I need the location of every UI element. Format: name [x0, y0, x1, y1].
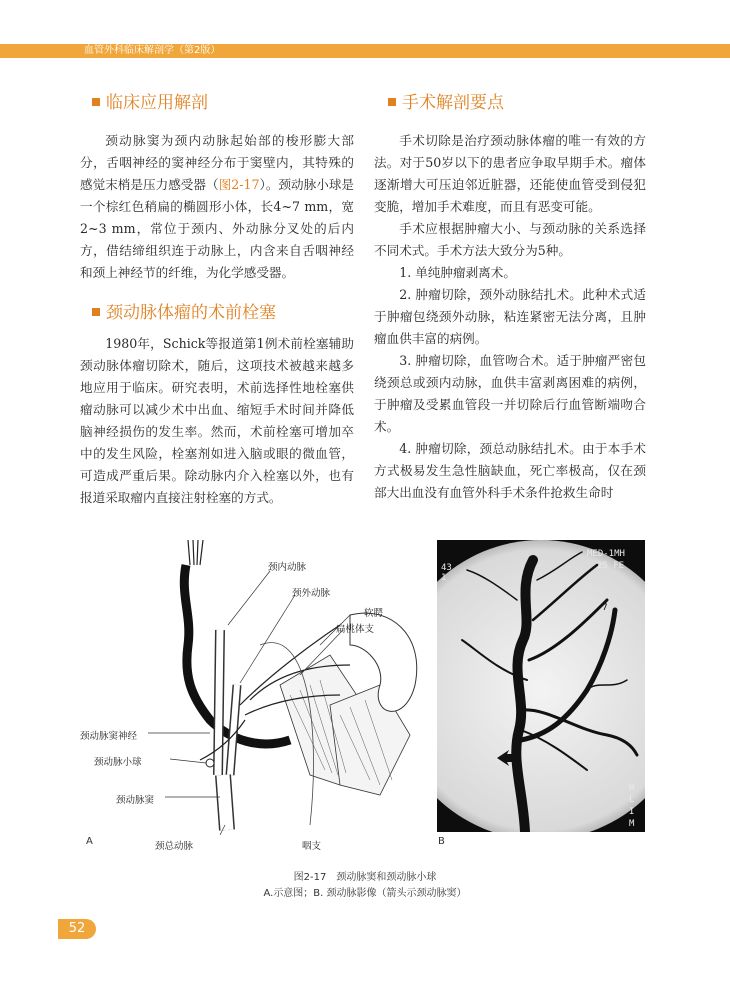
section-bullet [388, 98, 396, 106]
label-carotid-sinus: 颈动脉窦 [116, 795, 155, 806]
label-sinus-nerve: 颈动脉窦神经 [80, 731, 138, 742]
paragraph: 手术应根据肿瘤大小、与颈动脉的关系选择不同术式。手术方法大致分为5种。 [374, 221, 646, 258]
panel-label-a: A [86, 836, 93, 847]
label-carotid-body: 颈动脉小球 [94, 757, 142, 768]
section-title-clinical-anatomy: 临床应用解剖 [92, 92, 208, 114]
paragraph: 手术切除是治疗颈动脉体瘤的唯一有效的方法。对于50岁以下的患者应争取早期手术。瘤体逐渐增大可压迫邻近脏器，还能使血管受到侵犯变脆，增加手术难度，而且有恶变可能。 [374, 133, 646, 214]
label-pharyngeal-branch: 咽支 [302, 841, 322, 852]
figure-caption-sub: A.示意图；B. 颈动脉影像（箭头示颈动脉窦） [263, 888, 467, 899]
angiogram-image [437, 540, 645, 832]
section-bullet [92, 308, 100, 316]
figure-panel-b [437, 540, 645, 832]
paragraph: 2. 肿瘤切除，颈外动脉结扎术。此种术式适于肿瘤包绕颈外动脉，粘连紧密无法分离，且肿瘤血供丰富的病例。 [374, 287, 646, 346]
carotid-schematic [80, 535, 435, 835]
book-title: 血管外科临床解剖学（第2版） [84, 45, 221, 56]
xray-text-bottom-right-3: I [629, 807, 635, 817]
header-bar [0, 44, 730, 58]
section-title-surgical-anatomy: 手术解剖要点 [388, 92, 504, 114]
paragraph: 1980年，Schick等报道第1例术前栓塞辅助颈动脉体瘤切除术，随后，这项技术被越来越多地应用于临床。研究表明，术前选择性地栓塞供瘤动脉可以减少术中出血、缩短手术时间并降低脑神经损伤的发生率。然而，术前栓塞可增加卒中的发生风险，栓塞剂如进入脑或眼的微血管，可造成严重后果。除动脉内介入栓塞以外，也有报道采取瘤内直接注射栓塞的方式。 [80, 336, 354, 505]
xray-text-bottom-right-1: W [629, 783, 635, 793]
paragraph: 1. 单纯肿瘤剥离术。 [399, 265, 516, 280]
xray-text-side-left: 1 [441, 573, 447, 583]
paragraph: 3. 肿瘤切除，血管吻合术。适于肿瘤严密包绕颈总或颈内动脉，血供丰富剥离困难的病例，于肿瘤及受累血管段一并切除后行血管断端吻合术。 [374, 353, 646, 434]
figure-reference[interactable]: 图2-17 [218, 177, 260, 192]
xray-text-top-right-1: MED-1MH [587, 549, 625, 559]
xray-text-bottom-right-2: L [629, 795, 635, 805]
page-number: 52 [58, 919, 96, 939]
xray-marker: 7 [602, 603, 608, 613]
label-tonsillar-branch: 扁桃体支 [336, 624, 375, 635]
left-text-block-1 [80, 130, 354, 284]
xray-text-bottom-right-4: M [629, 819, 635, 829]
section-title-preop-embolization: 颈动脉体瘤的术前栓塞 [92, 302, 276, 324]
xray-text-top-right-2: 25 FE [597, 561, 625, 571]
figure-caption-title: 图2-17 颈动脉窦和颈动脉小球 [293, 872, 437, 883]
left-text-block-2 [80, 333, 354, 509]
paragraph: 4. 肿瘤切除，颈总动脉结扎术。由于本手术方式极易发生急性脑缺血，死亡率极高，仅在颈部大出血没有血管外科手术条件抢救生命时 [374, 441, 646, 500]
label-common-carotid: 颈总动脉 [155, 841, 194, 852]
label-external-carotid: 颈外动脉 [292, 588, 331, 599]
label-soft-palate: 软腭 [364, 608, 384, 619]
xray-text-top-left-1: 43 [441, 563, 452, 573]
figure-panel-a [80, 535, 435, 835]
paragraph: 颈动脉窦为颈内动脉起始部的梭形膨大部分，舌咽神经的窦神经分布于窦壁内，其特殊的感觉末梢是压力感受器（图2-17）。颈动脉小球是一个棕红色稍扁的椭圆形小体，长4~7 mm，宽2~3 mm，常位于颈内、外动脉分叉处的后内方，借结缔组织连于动脉上，内含来自舌咽神经和颈上神经节的纤维，为化学感受器。 [80, 133, 355, 280]
section-bullet [92, 98, 100, 106]
panel-label-b: B [438, 836, 445, 847]
right-text-block [374, 130, 646, 504]
label-internal-carotid: 颈内动脉 [268, 562, 307, 573]
